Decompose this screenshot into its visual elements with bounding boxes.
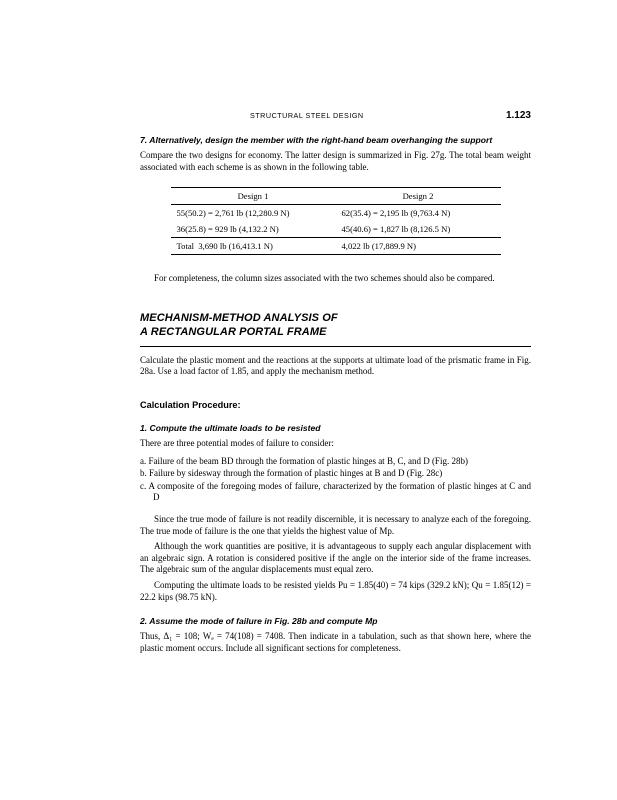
failure-mode-list [140, 456, 531, 504]
table-cell-d1-r1: 55(50.2) = 2,761 lb (12,280.9 N) [176, 208, 290, 219]
step-1-para-1: Since the true mode of failure is not readily discernible, it is necessary to analyze each of the foregoing. The true mode of failure is the one that yields the highest value of Mp. [140, 513, 531, 536]
table-total-cell-design-2 [336, 238, 501, 255]
page-content [140, 134, 531, 658]
step-1-para-2: Although the work quantities are positive, it is advantageous to supply each angular displacement with an algebraic sign. A rotation is considered positive if the angle on the interior side of the frame increases. The algebraic sum of the angular displacements must equal zero. [140, 541, 531, 575]
table-total-design-2: 4,022 lb (17,889.9 N) [341, 241, 416, 252]
section-title-line-1: MECHANISM-METHOD ANALYSIS OF [140, 311, 338, 324]
step-7-body: Compare the two designs for economy. The latter design is summarized in Fig. 27g. The total beam weight associated with each scheme is as shown in the following table. [140, 150, 531, 172]
section-title-line-2: A RECTANGULAR PORTAL FRAME [140, 326, 327, 339]
list-item: c. A composite of the foregoing modes of failure, characterized by the formation of plastic hinges at C and D [140, 480, 531, 503]
step-1-heading: 1. Compute the ultimate loads to be resisted [140, 422, 321, 433]
table-column-header-design-2: Design 2 [336, 188, 501, 205]
step-2-body: Thus, Δ₁ = 108; Wₑ = 74(108) = 7408. Then indicate in a tabulation, such as that shown here, where the plastic moment occurs. Include all significant sections for completeness. [140, 631, 531, 653]
table-cell-d2-r1: 62(35.4) = 2,195 lb (9,763.4 N) [341, 208, 451, 219]
step-2-heading: 2. Assume the mode of failure in Fig. 28b and compute Mp [140, 616, 378, 627]
page-folio: 1.123 [505, 110, 531, 121]
running-head [140, 110, 531, 121]
running-head-title: STRUCTURAL STEEL DESIGN [250, 111, 364, 120]
beam-weight-table [171, 187, 501, 255]
table-total-row [171, 238, 501, 255]
table-cell-d2-r2: 45(40.6) = 1,827 lb (8,126.5 N) [341, 224, 451, 235]
calculation-procedure-heading: Calculation Procedure: [140, 399, 241, 410]
step-7-heading: 7. Alternatively, design the member with the right-hand beam overhanging the support [140, 135, 493, 145]
table-header-row [171, 188, 501, 205]
step-1-para-3: Computing the ultimate loads to be resisted yields Pu = 1.85(40) = 74 kips (329.2 kN); Qu = 1.85(12) = 22.2 kips (98.75 kN). [140, 579, 531, 602]
table-total-design-1: 3,690 lb (16,413.1 N) [198, 241, 273, 252]
step-1-lead: There are three potential modes of failure to consider: [140, 437, 334, 448]
list-item: a. Failure of the beam BD through the formation of plastic hinges at B, C, and D (Fig. 28b) [140, 455, 468, 466]
table-row [171, 205, 501, 222]
section-heading [140, 311, 531, 347]
table-total-cell-design-1 [171, 238, 336, 255]
table-cell-d1-r2: 36(25.8) = 929 lb (4,132.2 N) [176, 224, 279, 235]
list-item: b. Failure by sidesway through the formation of plastic hinges at B and D (Fig. 28c) [140, 468, 443, 479]
table-column-header-design-1: Design 1 [171, 188, 336, 205]
section-intro: Calculate the plastic moment and the reactions at the supports at ultimate load of the prismatic frame in Fig. 28a. Use a load factor of 1.85, and apply the mechanism method. [140, 354, 531, 377]
completeness-note: For completeness, the column sizes associated with the two schemes should also be compared. [154, 273, 495, 284]
table-total-label: Total [176, 241, 195, 252]
table-row [171, 221, 501, 238]
